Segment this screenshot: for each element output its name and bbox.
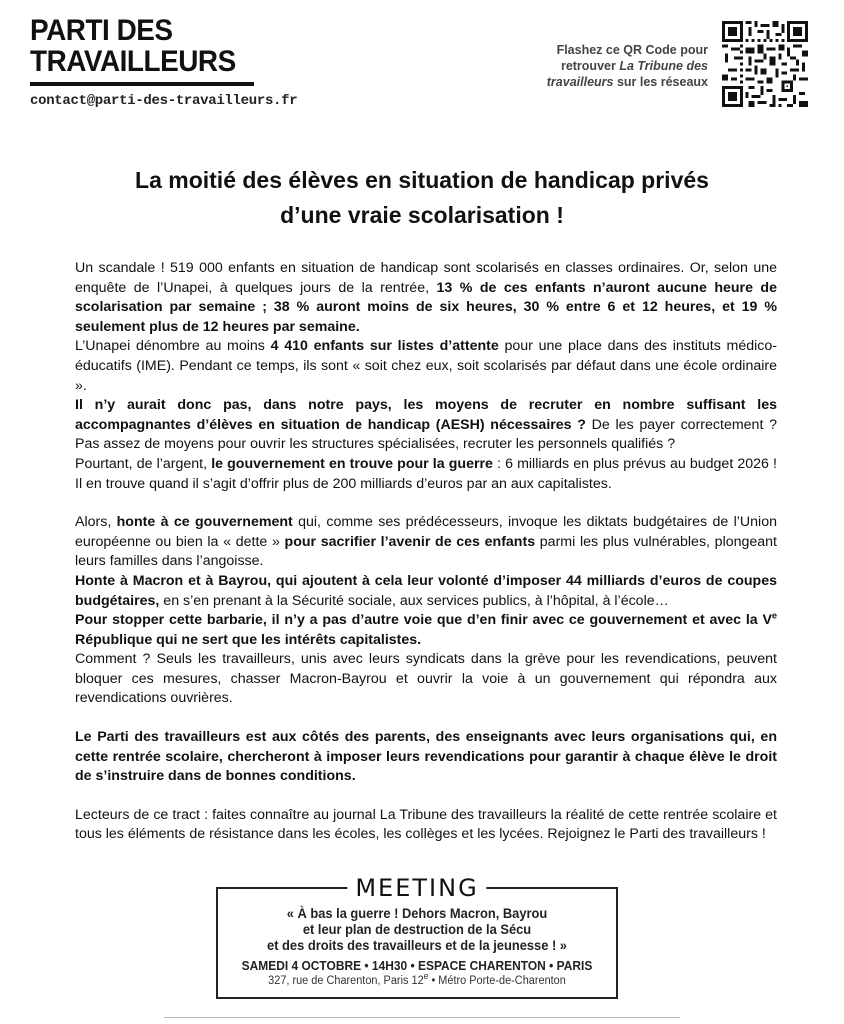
meeting-slogan-line-3: et des droits des travailleurs et de la jeunesse ! » [267,937,567,953]
party-logo [30,16,262,86]
qr-caption-line-1: Flashez ce QR Code pour [556,43,708,57]
paragraph-1: Un scandale ! 519 000 enfants en situation de handicap sont scolarisés en classes ordinaires. Or, selon une enquête de l’Unapei, à quelques jours de la rentrée, 13 % de ces enfants n’auront aucune heure de scolarisation par semaine ; 38 % auront moins de six heures, 30 % entre 6 et 12 heures, et 19 % seulement plus de 12 heures par semaine. [75,260,777,335]
meeting-slogan [234,905,600,953]
title-line-2: d’une vraie scolarisation ! [280,202,564,228]
meeting-slogan-line-1: « À bas la guerre ! Dehors Macron, Bayrou [286,905,548,921]
qr-code-icon[interactable] [722,21,808,107]
title-line-1: La moitié des élèves en situation de handicap privés [135,167,709,193]
qr-caption-line-2: retrouver La Tribune des [560,59,708,73]
meeting-box [216,874,618,999]
logo-line-2: TRAVAILLEURS [30,45,236,78]
qr-caption-line-3: travailleurs sur les réseaux [546,75,708,89]
paragraph-10: Lecteurs de ce tract : faites connaître au journal La Tribune des travailleurs la réalité de cette rentrée scolaire et tous les éléments de résistance dans les écoles, les collèges et les lycées. Rejoignez le Parti des travailleurs ! [75,806,777,843]
contact-email[interactable]: contact@parti-des-travailleurs.fr [30,93,298,109]
paragraph-2: L’Unapei dénombre au moins 4 410 enfants sur listes d’attente pour une place dans des instituts médico-éducatifs (IME). Pendant ce temps, ils sont « soit chez eux, soit scolarisés par défaut dans une école ordinaire ». [75,338,778,394]
meeting-date: SAMEDI 4 OCTOBRE • 14H30 • ESPACE CHARENTON • PARIS [241,958,593,973]
paragraph-9: Le Parti des travailleurs est aux côtés des parents, des enseignants avec leurs organisations qui, en cette rentrée scolaire, chercheront à imposer leurs revendications pour garantir à chaque élève le droit de s’instruire dans de bonnes conditions. [75,729,777,785]
page-title [60,163,784,233]
logo-underline [30,82,254,86]
meeting-slogan-line-2: et leur plan de destruction de la Sécu [302,921,532,937]
paragraph-4: Pourtant, de l’argent, le gouvernement en trouve pour la guerre : 6 milliards en plus prévus au budget 2026 ! Il en trouve quand il s’agit d’offrir plus de 200 milliards d’euros par an aux capitalistes. [75,455,778,492]
paragraph-8: Comment ? Seuls les travailleurs, unis avec leurs syndicats dans la grève pour les revendications, peuvent bloquer ces mesures, chasser Macron-Bayrou et ouvrir la voie à un gouvernement qui répondra aux revendications ouvrières. [75,651,777,707]
paragraph-3: Il n’y aurait donc pas, dans notre pays, les moyens de recruter en nombre suffisant les accompagnantes d’élèves en situation de handicap (AESH) nécessaires ? De les payer correctement ? Pas assez de moyens pour ouvrir les structures spécialisées, recruter les personnels qualifiés ? [75,397,777,453]
paragraph-5: Alors, honte à ce gouvernement qui, comme ses prédécesseurs, invoque les diktats budgétaires de l’Union européenne ou bien la « dette » pour sacrifier l’avenir de ces enfants parmi les plus vulnérables, plongeant leurs familles dans l’angoisse. [75,514,777,570]
logo-line-1: PARTI DES [30,14,173,47]
paragraph-6: Honte à Macron et à Bayrou, qui ajoutent à cela leur volonté d’imposer 44 milliards d’euros de coupes budgétaires, en s’en prenant à la Sécurité sociale, aux services publics, à l’hôpital, à l’école… [75,572,777,609]
article-body [75,259,777,845]
meeting-label: MEETING [347,874,486,902]
qr-caption [518,42,708,90]
footer-divider [164,1017,680,1018]
paragraph-7: Pour stopper cette barbarie, il n’y a pas d’autre voie que d’en finir avec ce gouvernement et avec la Ve République qui ne sert que les intérêts capitalistes. [75,610,777,648]
meeting-address: 327, rue de Charenton, Paris 12e • Métro Porte-de-Charenton [268,971,566,987]
